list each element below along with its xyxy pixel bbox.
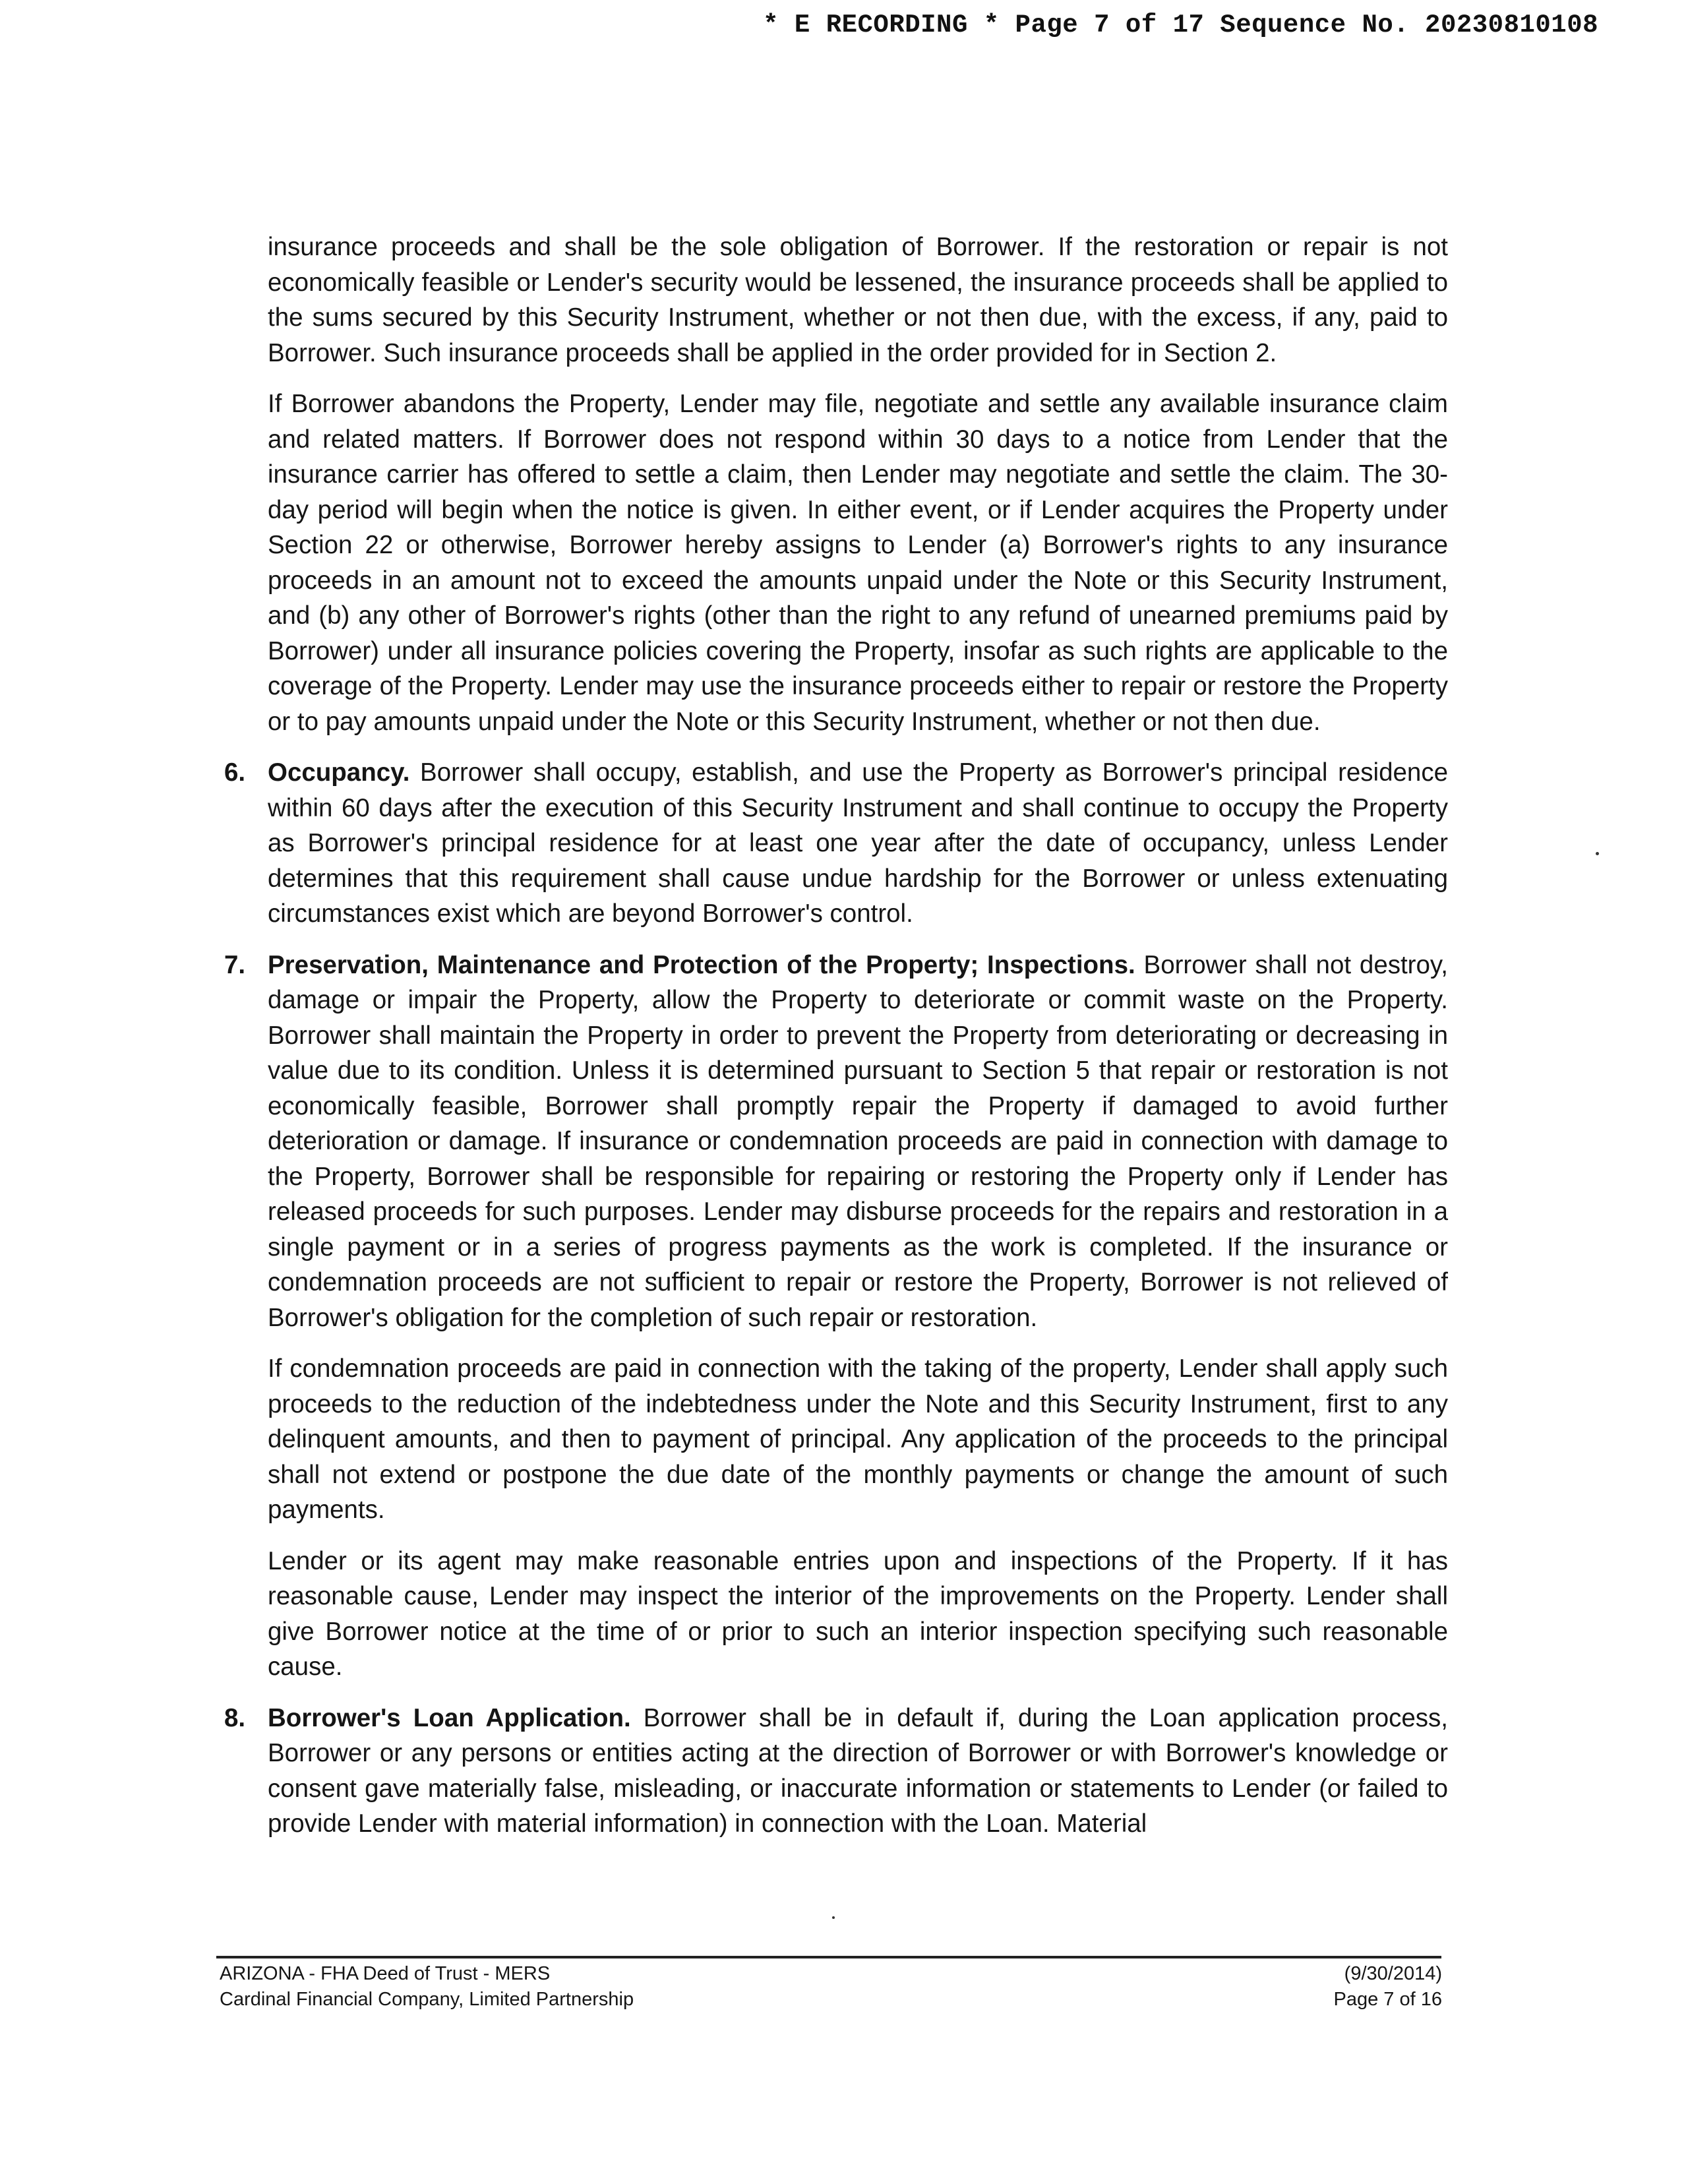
footer-form-name: ARIZONA - FHA Deed of Trust - MERS xyxy=(220,1963,551,1984)
section-text: Borrower shall not destroy, damage or impair the Property, allow the Property to deteriorate or commit waste on the Property. Borrower shall maintain the Property in order to prevent the Property from deteriorating or decreasing in value due to its condition. Unless it is determined pursuant to Section 5 that repair or restoration is not economically feasible, Borrower shall promptly repair the Property if damaged to avoid further deterioration or damage. If insurance or condemnation proceeds are paid in connection with damage to the Property, Borrower shall be responsible for repairing or restoring the Property only if Lender has released proceeds for such purposes. Lender may disburse proceeds for the repairs and restoration in a single payment or in a series of progress payments as the work is completed. If the insurance or condemnation proceeds are not sufficient to repair or restore the Property, Borrower is not relieved of Borrower's obligation for the completion of such repair or restoration. xyxy=(268,950,1448,1332)
footer-form-date: (9/30/2014) xyxy=(1344,1963,1442,1984)
section-heading: Occupancy. xyxy=(268,758,410,787)
section-7-preservation xyxy=(224,948,1448,1336)
section-heading: Preservation, Maintenance and Protection of the Property; Inspections. xyxy=(268,950,1135,979)
section-text: Borrower shall be in default if, during the Loan application process, Borrower or any persons or entities acting at the direction of Borrower or with Borrower's knowledge or consent gave materially false, misleading, or inaccurate information or statements to Lender (or failed to provide Lender with material information) in connection with the Loan. Material xyxy=(268,1703,1448,1838)
section-number: 8. xyxy=(224,1703,246,1732)
scan-speck xyxy=(1596,852,1599,855)
section-number: 7. xyxy=(224,950,246,979)
paragraph-insurance-continuation: insurance proceeds and shall be the sole obligation of Borrower. If the restoration or repair is not economically feasible or Lender's security would be lessened, the insurance proceeds shall be applied to the sums secured by this Security Instrument, whether or not then due, with the excess, if any, paid to Borrower. Such insurance proceeds shall be applied in the order provided for in Section 2. xyxy=(268,233,1448,367)
recording-header: * E RECORDING * Page 7 of 17 Sequence No. 20230810108 xyxy=(763,11,1598,40)
paragraph-condemnation-proceeds: If condemnation proceeds are paid in connection with the taking of the property, Lender shall apply such proceeds to the reduction of the indebtedness under the Note and this Security Instrument, first to any delinquent amounts, and then to payment of principal. Any application of the proceeds to the principal shall not extend or postpone the due date of the monthly payments or change the amount of such payments. xyxy=(268,1354,1448,1524)
footer-page-number: Page 7 of 16 xyxy=(1333,1989,1442,2010)
section-6-occupancy xyxy=(224,755,1448,932)
paragraph-inspections: Lender or its agent may make reasonable entries upon and inspections of the Property. If it has reasonable cause, Lender may inspect the interior of the improvements on the Property. Lender shall give Borrower notice at the time of or prior to such an interior inspection specifying such reasonable cause. xyxy=(268,1546,1448,1681)
section-heading: Borrower's Loan Application. xyxy=(268,1703,631,1732)
paragraph-property-abandonment: If Borrower abandons the Property, Lender may file, negotiate and settle any available insurance claim and related matters. If Borrower does not respond within 30 days to a notice from Lender that the insurance carrier has offered to settle a claim, then Lender may negotiate and settle the claim. The 30-day period will begin when the notice is given. In either event, or if Lender acquires the Property under Section 22 or otherwise, Borrower hereby assigns to Lender (a) Borrower's rights to any insurance proceeds in an amount not to exceed the amounts unpaid under the Note or this Security Instrument, and (b) any other of Borrower's rights (other than the right to any refund of unearned premiums paid by Borrower) under all insurance policies covering the Property, insofar as such rights are applicable to the coverage of the Property. Lender may use the insurance proceeds either to repair or restore the Property or to pay amounts unpaid under the Note or this Security Instrument, whether or not then due. xyxy=(268,390,1448,736)
footer-company: Cardinal Financial Company, Limited Partnership xyxy=(220,1989,634,2010)
document-body xyxy=(224,229,1448,1858)
section-number: 6. xyxy=(224,758,246,787)
scan-speck xyxy=(832,1916,835,1919)
footer-right xyxy=(1334,1961,1442,2013)
footer-left xyxy=(220,1961,634,2013)
section-text: Borrower shall occupy, establish, and use the Property as Borrower's principal residence within 60 days after the execution of this Security Instrument and shall continue to occupy the Property as Borrower's principal residence for at least one year after the date of occupancy, unless Lender determines that this requirement shall cause undue hardship for the Borrower or unless extenuating circumstances exist which are beyond Borrower's control. xyxy=(268,758,1448,928)
section-8-loan-application xyxy=(224,1701,1448,1842)
footer-divider xyxy=(216,1956,1441,1958)
